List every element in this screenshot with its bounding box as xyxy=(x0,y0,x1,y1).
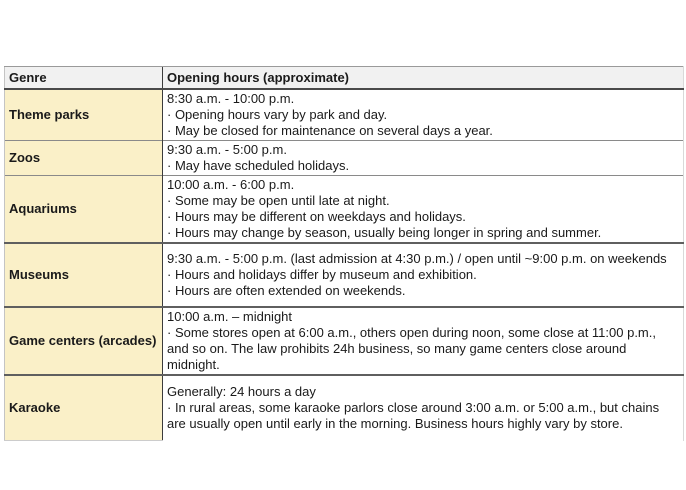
genre-cell xyxy=(5,375,163,441)
hours-line: · Hours may change by season, usually being longer in spring and summer. xyxy=(167,224,602,240)
hours-line: · Some may be open until late at night. xyxy=(167,192,390,208)
hours-line: 10:00 a.m. - 6:00 p.m. xyxy=(167,176,295,192)
hours-line: 9:30 a.m. - 5:00 p.m. (last admission at 4:30 p.m.) / open until ~9:00 p.m. on weekends xyxy=(167,250,667,266)
genre-cell xyxy=(5,140,163,175)
hours-line: 8:30 a.m. - 10:00 p.m. xyxy=(167,90,295,106)
hours-cell xyxy=(163,243,684,307)
table-row-zoos xyxy=(5,140,684,175)
table-row-aquariums xyxy=(5,175,684,243)
hours-cell xyxy=(163,175,684,243)
hours-cell xyxy=(163,89,684,141)
column-header-hours: Opening hours (approximate) xyxy=(163,67,684,89)
hours-line: 9:30 a.m. - 5:00 p.m. xyxy=(167,141,287,157)
genre-label: Zoos xyxy=(9,150,41,165)
column-header-genre: Genre xyxy=(5,67,163,89)
genre-label: Theme parks xyxy=(9,107,90,122)
table-wrap xyxy=(4,66,684,441)
hours-line: 10:00 a.m. – midnight xyxy=(167,308,293,324)
hours-line: · Hours are often extended on weekends. xyxy=(167,282,406,298)
table-row-game-centers xyxy=(5,307,684,375)
hours-line: · Some stores open at 6:00 a.m., others open during noon, some close at 11:00 p.m., and so on. The law prohibits 24h business, so many game centers close around midnight. xyxy=(167,324,656,372)
header-row xyxy=(5,67,684,89)
genre-cell xyxy=(5,307,163,375)
genre-cell xyxy=(5,175,163,243)
hours-cell xyxy=(163,140,684,175)
genre-cell xyxy=(5,89,163,141)
hours-line: · May have scheduled holidays. xyxy=(167,157,350,173)
hours-cell xyxy=(163,375,684,441)
hours-line: Generally: 24 hours a day xyxy=(167,384,316,399)
genre-label: Museums xyxy=(9,267,69,282)
table-row-theme-parks xyxy=(5,89,684,141)
genre-label: Aquariums xyxy=(9,201,77,216)
genre-label: Game centers (arcades) xyxy=(9,333,157,348)
hours-line: · Hours and holidays differ by museum and exhibition. xyxy=(167,266,477,282)
hours-cell xyxy=(163,307,684,375)
hours-line: · May be closed for maintenance on several days a year. xyxy=(167,122,493,138)
table-row-museums xyxy=(5,243,684,307)
table-row-karaoke xyxy=(5,375,684,441)
hours-line: · Opening hours vary by park and day. xyxy=(167,106,388,122)
hours-line: · Hours may be different on weekdays and holidays. xyxy=(167,208,466,224)
genre-label: Karaoke xyxy=(9,400,61,416)
hours-line: · In rural areas, some karaoke parlors close around 3:00 a.m. or 5:00 a.m., but chains are usually open until early in the morning. Business hours highly vary by store. xyxy=(167,400,660,431)
genre-cell xyxy=(5,243,163,307)
opening-hours-table xyxy=(4,66,684,441)
